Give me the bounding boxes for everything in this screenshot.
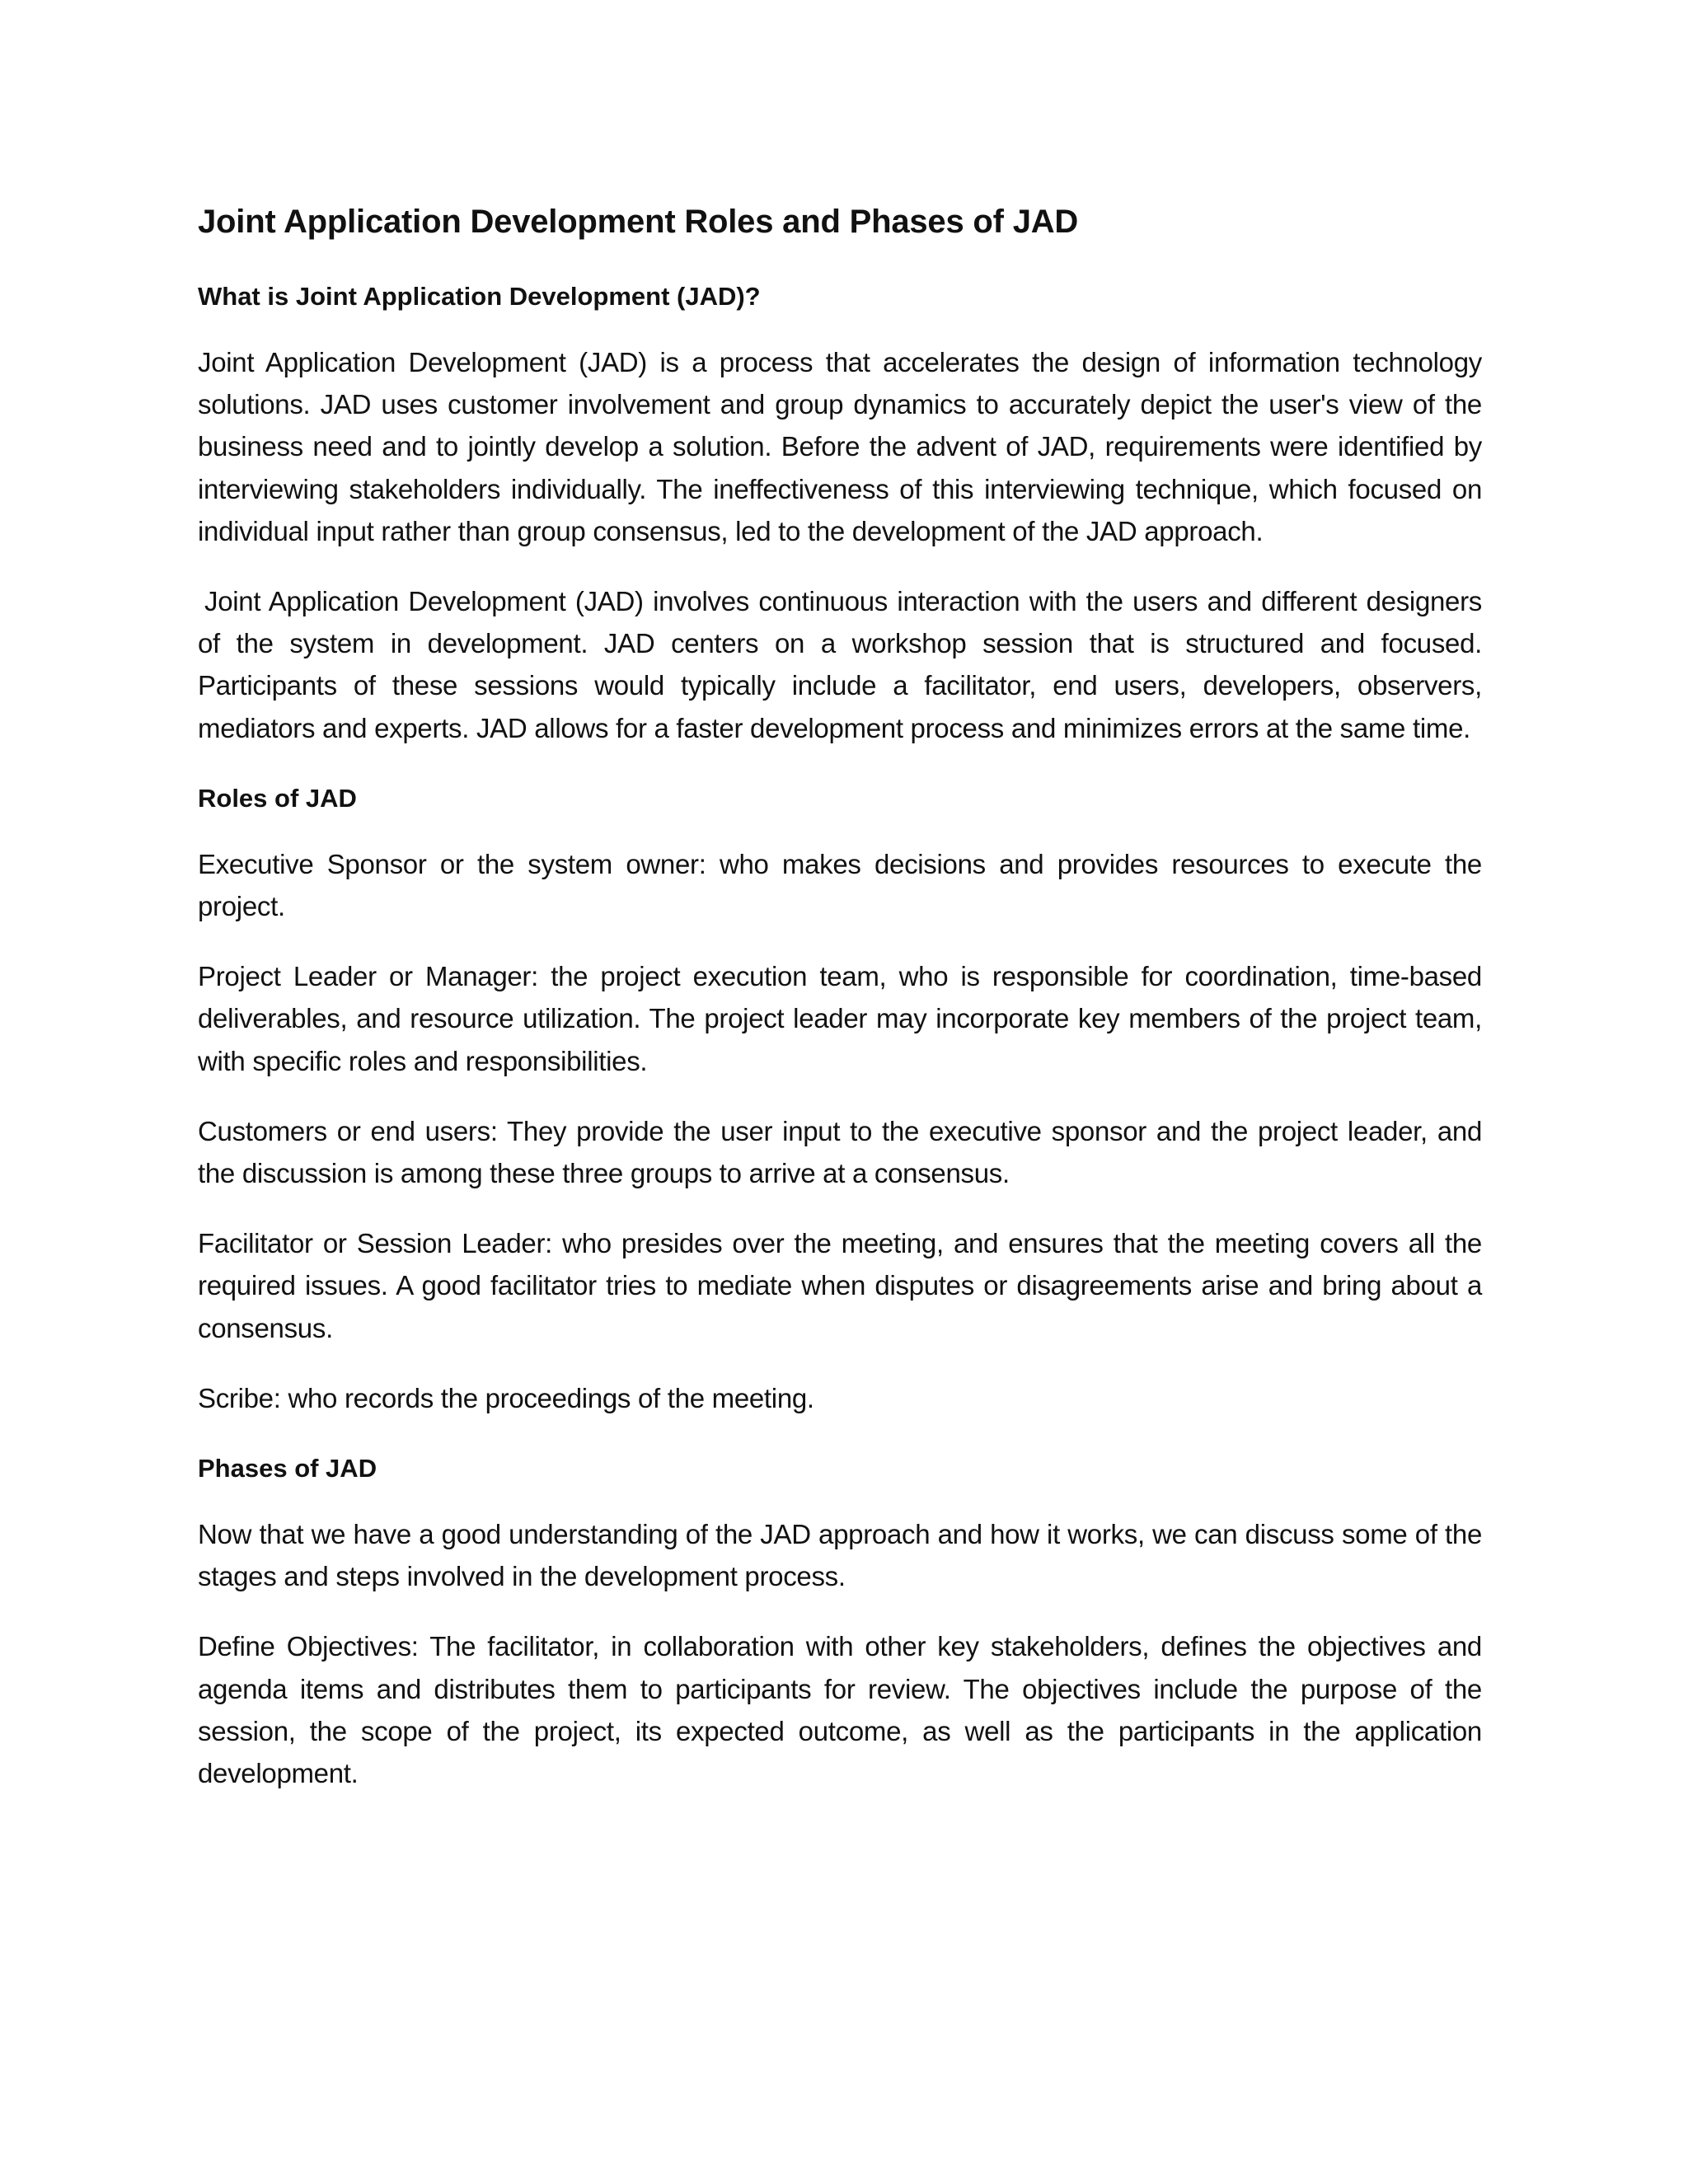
phase-define-objectives: Define Objectives: The facilitator, in collaboration with other key stakeholders, defines the objectives and agenda items and distributes them to participants for review. The objectives include the purpose of the session, the scope of the project, its expected outcome, as well as the participants in the application development. (198, 1631, 1482, 1789)
role-project-leader: Project Leader or Manager: the project execution team, who is responsible for coordination, time-based deliverables, and resource utilization. The project leader may incorporate key members of the project team, with specific roles and responsibilities. (198, 961, 1482, 1076)
section-heading-phases: Phases of JAD (198, 1454, 377, 1483)
paragraph-jad-definition: Joint Application Development (JAD) is a process that accelerates the design of information technology solutions. JAD uses customer involvement and group dynamics to accurately depict the user's view of the business need and to jointly develop a solution. Before the advent of JAD, requirements were identified by interviewing stakeholders individually. The ineffectiveness of this interviewing technique, which focused on individual input rather than group consensus, led to the development of the JAD approach. (198, 347, 1482, 546)
role-customers: Customers or end users: They provide the user input to the executive sponsor and the project leader, and the discussion is among these three groups to arrive at a consensus. (198, 1115, 1482, 1189)
section-heading-what-is-jad: What is Joint Application Development (JAD)? (198, 282, 761, 311)
document-body (198, 196, 1482, 1822)
role-scribe: Scribe: who records the proceedings of the meeting. (198, 1382, 814, 1413)
section-heading-roles: Roles of JAD (198, 783, 357, 813)
role-executive-sponsor: Executive Sponsor or the system owner: who makes decisions and provides resources to execute the project. (198, 848, 1482, 922)
phases-intro: Now that we have a good understanding of the JAD approach and how it works, we can discuss some of the stages and steps involved in the development process. (198, 1519, 1482, 1592)
role-facilitator: Facilitator or Session Leader: who presides over the meeting, and ensures that the meeting covers all the required issues. A good facilitator tries to mediate when disputes or disagreements arise and bring about a consensus. (198, 1228, 1482, 1343)
page-title: Joint Application Development Roles and Phases of JAD (198, 204, 1079, 240)
paragraph-jad-interaction: Joint Application Development (JAD) involves continuous interaction with the users and different designers of the system in development. JAD centers on a workshop session that is structured and focused. Participants of these sessions would typically include a facilitator, end users, developers, observers, mediators and experts. JAD allows for a faster development process and minimizes errors at the same time. (198, 586, 1482, 743)
